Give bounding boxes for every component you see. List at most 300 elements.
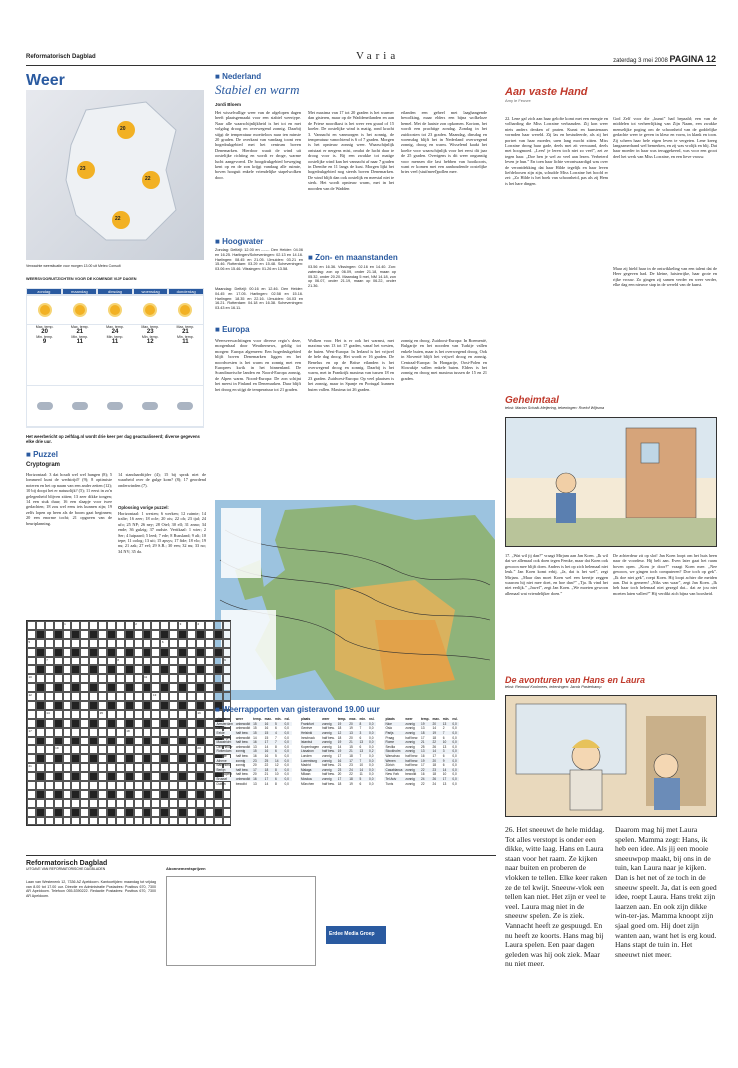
crossword-cell[interactable] [160, 728, 169, 737]
crossword-cell[interactable] [151, 674, 160, 683]
crossword-cell[interactable] [205, 790, 214, 799]
crossword-cell[interactable] [71, 799, 80, 808]
crossword-cell[interactable] [134, 745, 143, 754]
crossword-cell[interactable] [27, 772, 36, 781]
crossword-cell[interactable] [107, 674, 116, 683]
crossword-cell[interactable] [36, 763, 45, 772]
crossword-cell[interactable] [134, 630, 143, 639]
crossword-cell[interactable] [71, 745, 80, 754]
crossword-cell[interactable] [98, 790, 107, 799]
crossword-cell[interactable] [223, 665, 232, 674]
crossword-cell[interactable] [89, 781, 98, 790]
crossword-cell[interactable] [178, 728, 187, 737]
crossword-cell[interactable] [125, 621, 134, 630]
crossword-cell[interactable] [36, 745, 45, 754]
crossword-cell[interactable] [151, 763, 160, 772]
crossword-cell[interactable] [187, 808, 196, 817]
crossword-cell[interactable] [205, 799, 214, 808]
crossword-cell[interactable] [178, 781, 187, 790]
crossword-cell[interactable] [214, 674, 223, 683]
crossword-cell[interactable] [116, 683, 125, 692]
crossword-cell[interactable] [63, 808, 72, 817]
crossword-cell[interactable] [205, 745, 214, 754]
crossword-cell[interactable] [54, 621, 63, 630]
crossword-cell[interactable] [187, 657, 196, 666]
crossword-cell[interactable] [143, 781, 152, 790]
crossword-cell[interactable] [89, 745, 98, 754]
crossword-cell[interactable] [151, 639, 160, 648]
crossword-cell[interactable] [27, 665, 36, 674]
crossword-cell[interactable] [125, 745, 134, 754]
crossword-cell[interactable] [63, 657, 72, 666]
crossword-cell[interactable] [125, 674, 134, 683]
crossword-cell[interactable] [134, 737, 143, 746]
crossword-cell[interactable] [45, 683, 54, 692]
crossword-cell[interactable] [54, 799, 63, 808]
crossword-cell[interactable] [160, 692, 169, 701]
crossword-cell[interactable] [134, 790, 143, 799]
crossword-cell[interactable] [80, 657, 89, 666]
crossword-cell[interactable] [116, 692, 125, 701]
crossword-cell[interactable]: 21 [27, 763, 36, 772]
crossword-cell[interactable] [151, 683, 160, 692]
crossword-cell[interactable] [169, 781, 178, 790]
crossword-cell[interactable] [98, 674, 107, 683]
crossword-cell[interactable] [116, 728, 125, 737]
crossword-cell[interactable] [223, 639, 232, 648]
crossword-cell[interactable] [196, 799, 205, 808]
crossword-cell[interactable] [134, 817, 143, 826]
crossword-cell[interactable] [143, 710, 152, 719]
crossword-cell[interactable] [205, 781, 214, 790]
crossword-cell[interactable] [98, 639, 107, 648]
crossword-cell[interactable] [45, 728, 54, 737]
crossword-cell[interactable] [45, 692, 54, 701]
crossword-cell[interactable] [223, 630, 232, 639]
crossword-cell[interactable] [98, 692, 107, 701]
crossword-cell[interactable] [107, 639, 116, 648]
crossword-cell[interactable] [187, 763, 196, 772]
crossword-cell[interactable] [98, 648, 107, 657]
crossword-cell[interactable] [107, 728, 116, 737]
crossword-cell[interactable] [151, 737, 160, 746]
crossword-cell[interactable] [196, 692, 205, 701]
crossword-cell[interactable] [116, 648, 125, 657]
crossword-cell[interactable]: 5 [27, 639, 36, 648]
crossword-cell[interactable] [169, 754, 178, 763]
crossword-cell[interactable] [134, 763, 143, 772]
crossword-cell[interactable] [169, 763, 178, 772]
crossword-cell[interactable] [125, 781, 134, 790]
crossword-cell[interactable] [116, 781, 125, 790]
crossword-cell[interactable] [63, 737, 72, 746]
crossword-cell[interactable] [89, 639, 98, 648]
crossword-cell[interactable] [63, 692, 72, 701]
crossword-cell[interactable] [187, 728, 196, 737]
crossword-cell[interactable] [196, 674, 205, 683]
crossword-cell[interactable] [205, 763, 214, 772]
crossword-cell[interactable] [116, 745, 125, 754]
crossword-cell[interactable] [187, 817, 196, 826]
crossword-cell[interactable] [205, 817, 214, 826]
crossword-cell[interactable] [205, 621, 214, 630]
crossword-cell[interactable] [80, 710, 89, 719]
crossword-cell[interactable] [169, 665, 178, 674]
crossword-cell[interactable] [134, 639, 143, 648]
crossword-cell[interactable] [80, 639, 89, 648]
crossword-cell[interactable] [54, 639, 63, 648]
crossword-cell[interactable]: 2 [134, 621, 143, 630]
crossword-cell[interactable] [27, 621, 36, 630]
crossword-cell[interactable] [45, 701, 54, 710]
crossword-cell[interactable] [187, 692, 196, 701]
crossword-cell[interactable] [187, 754, 196, 763]
crossword-cell[interactable] [178, 692, 187, 701]
crossword-cell[interactable] [134, 728, 143, 737]
crossword-cell[interactable] [80, 728, 89, 737]
crossword-cell[interactable] [89, 710, 98, 719]
crossword-cell[interactable] [134, 772, 143, 781]
crossword-cell[interactable] [205, 674, 214, 683]
crossword-cell[interactable] [125, 710, 134, 719]
crossword-cell[interactable] [107, 763, 116, 772]
crossword-grid[interactable] [26, 620, 231, 825]
crossword-cell[interactable] [27, 754, 36, 763]
crossword-cell[interactable] [187, 719, 196, 728]
crossword-cell[interactable] [116, 737, 125, 746]
crossword-cell[interactable] [160, 817, 169, 826]
crossword-cell[interactable]: 6 [160, 639, 169, 648]
crossword-cell[interactable] [205, 719, 214, 728]
crossword-cell[interactable] [151, 657, 160, 666]
crossword-cell[interactable] [107, 621, 116, 630]
crossword-cell[interactable] [98, 817, 107, 826]
crossword-cell[interactable] [151, 701, 160, 710]
crossword-cell[interactable] [89, 692, 98, 701]
crossword-cell[interactable] [134, 657, 143, 666]
crossword-cell[interactable] [125, 657, 134, 666]
crossword-cell[interactable] [36, 657, 45, 666]
crossword-cell[interactable] [71, 817, 80, 826]
crossword-cell[interactable] [63, 790, 72, 799]
crossword-cell[interactable] [169, 710, 178, 719]
crossword-cell[interactable]: 18 [125, 728, 134, 737]
crossword-cell[interactable]: 17 [27, 728, 36, 737]
crossword-cell[interactable] [54, 728, 63, 737]
crossword-cell[interactable] [80, 630, 89, 639]
crossword-cell[interactable] [214, 657, 223, 666]
crossword-cell[interactable] [134, 710, 143, 719]
crossword-cell[interactable]: 7 [45, 657, 54, 666]
crossword-cell[interactable] [134, 674, 143, 683]
crossword-cell[interactable] [27, 745, 36, 754]
crossword-cell[interactable] [71, 781, 80, 790]
crossword-cell[interactable] [98, 665, 107, 674]
crossword-cell[interactable] [169, 737, 178, 746]
crossword-cell[interactable] [116, 808, 125, 817]
crossword-cell[interactable] [160, 745, 169, 754]
crossword-cell[interactable] [107, 799, 116, 808]
crossword-cell[interactable] [27, 710, 36, 719]
crossword-cell[interactable] [151, 817, 160, 826]
crossword-cell[interactable] [160, 781, 169, 790]
crossword-cell[interactable] [196, 728, 205, 737]
crossword-cell[interactable] [151, 630, 160, 639]
crossword-cell[interactable] [107, 710, 116, 719]
crossword-cell[interactable] [196, 817, 205, 826]
crossword-cell[interactable] [98, 701, 107, 710]
crossword-cell[interactable]: 8 [116, 657, 125, 666]
crossword-cell[interactable] [116, 817, 125, 826]
crossword-cell[interactable] [151, 754, 160, 763]
crossword-cell[interactable]: 19 [54, 745, 63, 754]
crossword-cell[interactable] [80, 674, 89, 683]
crossword-cell[interactable] [151, 728, 160, 737]
crossword-cell[interactable] [98, 763, 107, 772]
crossword-cell[interactable] [205, 692, 214, 701]
crossword-cell[interactable] [27, 719, 36, 728]
crossword-cell[interactable] [169, 808, 178, 817]
crossword-cell[interactable]: 14 [45, 710, 54, 719]
crossword-cell[interactable] [71, 674, 80, 683]
crossword-cell[interactable] [169, 728, 178, 737]
crossword-cell[interactable]: 20 [196, 745, 205, 754]
crossword-cell[interactable] [63, 772, 72, 781]
crossword-cell[interactable]: 4 [196, 621, 205, 630]
crossword-cell[interactable] [160, 763, 169, 772]
crossword-cell[interactable] [143, 639, 152, 648]
crossword-cell[interactable] [80, 790, 89, 799]
crossword-cell[interactable] [80, 692, 89, 701]
crossword-cell[interactable] [98, 754, 107, 763]
crossword-cell[interactable] [71, 728, 80, 737]
crossword-cell[interactable] [187, 701, 196, 710]
crossword-cell[interactable] [36, 710, 45, 719]
crossword-cell[interactable] [151, 648, 160, 657]
crossword-cell[interactable] [196, 781, 205, 790]
crossword-cell[interactable] [98, 772, 107, 781]
crossword-cell[interactable] [36, 621, 45, 630]
crossword-cell[interactable] [160, 799, 169, 808]
crossword-cell[interactable] [116, 639, 125, 648]
crossword-cell[interactable] [116, 772, 125, 781]
crossword-cell[interactable] [71, 763, 80, 772]
crossword-cell[interactable] [125, 763, 134, 772]
crossword-cell[interactable] [223, 674, 232, 683]
crossword-cell[interactable] [45, 745, 54, 754]
crossword-cell[interactable] [107, 781, 116, 790]
crossword-cell[interactable] [98, 657, 107, 666]
crossword-cell[interactable] [63, 799, 72, 808]
crossword-cell[interactable] [98, 799, 107, 808]
crossword-cell[interactable] [134, 701, 143, 710]
crossword-cell[interactable]: 1 [63, 621, 72, 630]
crossword-cell[interactable]: 16 [196, 710, 205, 719]
crossword-cell[interactable] [27, 683, 36, 692]
crossword-cell[interactable] [36, 817, 45, 826]
crossword-cell[interactable] [27, 799, 36, 808]
crossword-cell[interactable] [169, 719, 178, 728]
crossword-cell[interactable] [63, 639, 72, 648]
crossword-cell[interactable] [187, 648, 196, 657]
crossword-cell[interactable] [36, 799, 45, 808]
crossword-cell[interactable] [45, 674, 54, 683]
crossword-cell[interactable] [143, 763, 152, 772]
crossword-cell[interactable] [45, 737, 54, 746]
crossword-cell[interactable] [187, 683, 196, 692]
crossword-cell[interactable] [80, 745, 89, 754]
crossword-cell[interactable] [125, 692, 134, 701]
crossword-cell[interactable] [116, 665, 125, 674]
crossword-cell[interactable] [205, 808, 214, 817]
crossword-cell[interactable] [63, 763, 72, 772]
crossword-cell[interactable] [178, 817, 187, 826]
crossword-cell[interactable] [143, 728, 152, 737]
crossword-cell[interactable] [205, 710, 214, 719]
crossword-cell[interactable] [71, 657, 80, 666]
crossword-cell[interactable] [54, 674, 63, 683]
crossword-cell[interactable] [169, 621, 178, 630]
crossword-cell[interactable] [187, 665, 196, 674]
crossword-cell[interactable] [151, 781, 160, 790]
crossword-cell[interactable] [160, 657, 169, 666]
crossword-cell[interactable] [80, 621, 89, 630]
crossword-cell[interactable] [54, 710, 63, 719]
crossword-cell[interactable] [71, 621, 80, 630]
crossword-cell[interactable] [205, 665, 214, 674]
crossword-cell[interactable] [80, 817, 89, 826]
crossword-cell[interactable] [80, 799, 89, 808]
crossword-cell[interactable] [151, 808, 160, 817]
crossword-cell[interactable] [205, 683, 214, 692]
crossword-cell[interactable] [27, 790, 36, 799]
crossword-cell[interactable] [45, 790, 54, 799]
crossword-cell[interactable] [187, 737, 196, 746]
crossword-cell[interactable] [80, 683, 89, 692]
crossword-cell[interactable] [45, 621, 54, 630]
crossword-cell[interactable] [98, 728, 107, 737]
crossword-cell[interactable] [214, 639, 223, 648]
crossword-cell[interactable] [116, 763, 125, 772]
crossword-cell[interactable] [63, 630, 72, 639]
crossword-cell[interactable] [80, 701, 89, 710]
crossword-cell[interactable] [223, 692, 232, 701]
crossword-cell[interactable] [98, 719, 107, 728]
crossword-cell[interactable] [71, 692, 80, 701]
crossword-cell[interactable] [80, 737, 89, 746]
crossword-cell[interactable] [169, 674, 178, 683]
crossword-cell[interactable] [89, 621, 98, 630]
crossword-cell[interactable] [45, 639, 54, 648]
crossword-cell[interactable] [27, 648, 36, 657]
crossword-cell[interactable] [143, 799, 152, 808]
crossword-cell[interactable]: 12 [27, 692, 36, 701]
crossword-cell[interactable] [107, 745, 116, 754]
crossword-cell[interactable] [151, 621, 160, 630]
crossword-cell[interactable] [63, 745, 72, 754]
crossword-cell[interactable] [187, 790, 196, 799]
crossword-cell[interactable] [196, 639, 205, 648]
crossword-cell[interactable] [27, 701, 36, 710]
crossword-cell[interactable] [151, 665, 160, 674]
crossword-cell[interactable] [80, 665, 89, 674]
crossword-cell[interactable] [169, 630, 178, 639]
crossword-cell[interactable] [98, 621, 107, 630]
crossword-cell[interactable] [89, 657, 98, 666]
crossword-cell[interactable] [169, 817, 178, 826]
crossword-cell[interactable] [98, 630, 107, 639]
crossword-cell[interactable] [27, 817, 36, 826]
crossword-cell[interactable] [116, 799, 125, 808]
crossword-cell[interactable] [45, 799, 54, 808]
crossword-cell[interactable] [187, 710, 196, 719]
crossword-cell[interactable]: 10 [27, 674, 36, 683]
crossword-cell[interactable] [80, 772, 89, 781]
crossword-cell[interactable] [89, 799, 98, 808]
crossword-cell[interactable] [80, 648, 89, 657]
crossword-cell[interactable] [143, 692, 152, 701]
crossword-cell[interactable] [205, 648, 214, 657]
crossword-cell[interactable] [45, 665, 54, 674]
crossword-cell[interactable] [71, 639, 80, 648]
crossword-cell[interactable] [169, 683, 178, 692]
crossword-cell[interactable] [98, 683, 107, 692]
crossword-cell[interactable] [125, 639, 134, 648]
crossword-cell[interactable] [178, 657, 187, 666]
crossword-cell[interactable] [80, 808, 89, 817]
crossword-cell[interactable] [205, 754, 214, 763]
crossword-cell[interactable] [205, 639, 214, 648]
crossword-cell[interactable] [27, 737, 36, 746]
crossword-cell[interactable] [143, 745, 152, 754]
crossword-cell[interactable] [169, 745, 178, 754]
crossword-cell[interactable] [89, 763, 98, 772]
crossword-cell[interactable] [63, 719, 72, 728]
crossword-cell[interactable] [134, 665, 143, 674]
crossword-cell[interactable] [187, 639, 196, 648]
crossword-cell[interactable] [80, 754, 89, 763]
crossword-cell[interactable] [98, 781, 107, 790]
crossword-cell[interactable] [89, 728, 98, 737]
crossword-cell[interactable] [36, 692, 45, 701]
crossword-cell[interactable] [151, 719, 160, 728]
crossword-cell[interactable] [134, 719, 143, 728]
crossword-cell[interactable] [107, 692, 116, 701]
crossword-cell[interactable] [178, 745, 187, 754]
crossword-cell[interactable] [45, 763, 54, 772]
crossword-cell[interactable] [63, 754, 72, 763]
crossword-cell[interactable] [107, 657, 116, 666]
crossword-cell[interactable] [116, 701, 125, 710]
crossword-cell[interactable] [116, 674, 125, 683]
crossword-cell[interactable] [205, 657, 214, 666]
crossword-cell[interactable] [63, 665, 72, 674]
crossword-cell[interactable] [36, 728, 45, 737]
crossword-cell[interactable] [63, 683, 72, 692]
crossword-cell[interactable] [98, 745, 107, 754]
crossword-cell[interactable]: 15 [98, 710, 107, 719]
crossword-cell[interactable] [134, 692, 143, 701]
crossword-cell[interactable] [80, 781, 89, 790]
crossword-cell[interactable] [36, 674, 45, 683]
crossword-cell[interactable] [187, 630, 196, 639]
crossword-cell[interactable] [178, 639, 187, 648]
crossword-cell[interactable] [169, 772, 178, 781]
crossword-cell[interactable] [223, 621, 232, 630]
crossword-cell[interactable] [54, 781, 63, 790]
crossword-cell[interactable] [116, 710, 125, 719]
crossword-cell[interactable] [54, 692, 63, 701]
